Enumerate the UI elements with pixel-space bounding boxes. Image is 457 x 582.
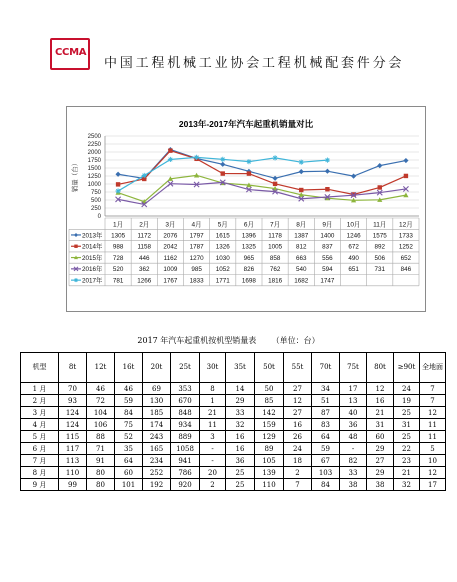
data-value-label: 1747 [320, 277, 335, 285]
data-value-label: 1767 [163, 277, 178, 285]
table-cell: 23 [394, 455, 420, 467]
table-cell: 2 [284, 467, 312, 479]
data-value-label: 837 [322, 243, 333, 251]
table-cell: 3 [200, 431, 226, 443]
table-cell: 19 [394, 395, 420, 407]
column-header: 全地面 [420, 353, 446, 383]
table-cell: 60 [367, 431, 394, 443]
data-value-label: 652 [400, 254, 412, 262]
table-cell: 115 [59, 431, 87, 443]
table-cell: 70 [59, 383, 87, 395]
x-tick-label: 5月 [217, 221, 228, 229]
data-point [74, 245, 77, 248]
table-cell: 34 [312, 383, 340, 395]
table-cell: 18 [284, 455, 312, 467]
table-cell: 67 [312, 455, 340, 467]
table-cell: 159 [255, 419, 284, 431]
table-cell: - [340, 443, 367, 455]
data-value-label: 826 [243, 266, 255, 274]
table-cell: 46 [115, 383, 143, 395]
legend-label: 2016年 [82, 266, 103, 274]
table-row [21, 479, 446, 491]
data-point [168, 148, 172, 152]
column-header: 50t [255, 353, 284, 383]
table-cell: 36 [340, 419, 367, 431]
data-point [325, 157, 330, 162]
sales-line-chart [66, 106, 426, 312]
data-value-label: 1325 [241, 243, 256, 251]
table-cell: 48 [340, 431, 367, 443]
data-value-label: 2042 [163, 243, 178, 251]
column-header: ≥90t [394, 353, 420, 383]
table-cell: 8 [200, 383, 226, 395]
row-month-cell: 8 月 [21, 467, 59, 479]
table-cell: 27 [367, 455, 394, 467]
data-value-label: 731 [374, 266, 386, 274]
table-cell: 13 [340, 395, 367, 407]
table-cell: 11 [420, 431, 446, 443]
table-cell: 16 [367, 395, 394, 407]
data-point [273, 182, 277, 186]
x-tick-label: 7月 [270, 221, 281, 229]
y-tick-label: 1500 [87, 166, 101, 173]
table-cell: 106 [87, 419, 115, 431]
y-tick-label: 750 [90, 190, 101, 197]
data-value-label: 1787 [189, 243, 204, 251]
data-point [221, 171, 225, 175]
table-cell: 101 [115, 479, 143, 491]
table-cell: 11 [200, 419, 226, 431]
table-cell: 243 [143, 431, 171, 443]
table-cell: 80 [87, 479, 115, 491]
table-cell: - [200, 443, 226, 455]
row-month-cell: 3 月 [21, 407, 59, 419]
x-tick-label: 6月 [243, 221, 254, 229]
data-value-label: 988 [112, 243, 124, 251]
table-cell: 33 [226, 407, 255, 419]
table-cell: 192 [143, 479, 171, 491]
table-cell: 52 [115, 431, 143, 443]
table-cell: 12 [420, 467, 446, 479]
data-point [299, 188, 303, 192]
table-cell: 889 [171, 431, 200, 443]
table-row [21, 455, 446, 467]
data-point [74, 278, 78, 282]
data-value-label: 1816 [268, 277, 283, 285]
table-cell: 40 [340, 407, 367, 419]
column-header: 16t [115, 353, 143, 383]
y-axis-label: 销量（台） [72, 159, 79, 193]
data-point [168, 157, 173, 162]
column-header: 机型 [21, 353, 59, 383]
table-row [21, 443, 446, 455]
legend-label: 2014年 [82, 243, 103, 251]
table-cell: 124 [59, 419, 87, 431]
row-month-cell: 5 月 [21, 431, 59, 443]
table-cell: 59 [115, 395, 143, 407]
table-cell: 80 [87, 467, 115, 479]
data-value-label: 520 [112, 266, 124, 274]
table-cell: 110 [255, 479, 284, 491]
table-row [21, 431, 446, 443]
table-cell: 117 [59, 443, 87, 455]
table-cell: 31 [394, 419, 420, 431]
table-cell: 21 [367, 407, 394, 419]
data-point [220, 157, 225, 162]
data-point [194, 155, 199, 160]
data-point [272, 176, 277, 181]
row-month-cell: 1 月 [21, 383, 59, 395]
series-line [118, 182, 406, 204]
table-cell: 64 [115, 455, 143, 467]
table-cell: 848 [171, 407, 200, 419]
table-cell: 24 [284, 443, 312, 455]
table-cell: 75 [115, 419, 143, 431]
table-cell: 142 [255, 407, 284, 419]
table-cell: 5 [420, 443, 446, 455]
data-value-label: 1833 [189, 277, 204, 285]
table-cell: 920 [171, 479, 200, 491]
y-tick-label: 0 [97, 214, 101, 221]
table-header-row [21, 353, 446, 383]
column-header: 25t [171, 353, 200, 383]
table-cell: 16 [226, 443, 255, 455]
data-point [351, 174, 356, 179]
table-cell: 29 [367, 467, 394, 479]
column-header: 70t [312, 353, 340, 383]
table-cell: 21 [200, 407, 226, 419]
table-cell: 33 [340, 467, 367, 479]
data-value-label: 1326 [215, 243, 230, 251]
data-value-label: 965 [243, 254, 255, 262]
table-cell: 7 [284, 479, 312, 491]
table-cell: 130 [143, 395, 171, 407]
data-point [74, 233, 78, 237]
column-header: 35t [226, 353, 255, 383]
y-tick-label: 1750 [87, 158, 101, 165]
table-cell: 72 [87, 395, 115, 407]
table-cell: 82 [340, 455, 367, 467]
column-header: 30t [200, 353, 226, 383]
table-cell: 11 [420, 419, 446, 431]
column-header: 75t [340, 353, 367, 383]
table-cell: 60 [115, 467, 143, 479]
column-header: 8t [59, 353, 87, 383]
table-cell: 17 [340, 383, 367, 395]
chart-title: 2013年-2017年汽车起重机销量对比 [178, 119, 314, 129]
document-header [0, 0, 457, 80]
y-tick-label: 500 [90, 198, 101, 205]
x-tick-label: 1月 [113, 221, 124, 229]
table-cell: 46 [87, 383, 115, 395]
data-value-label: 858 [269, 254, 281, 262]
data-point [403, 158, 408, 163]
table-cell: 25 [394, 407, 420, 419]
table-title-text: 2017 年汽车起重机按机型销量表 [137, 336, 257, 345]
table-cell: 27 [284, 383, 312, 395]
data-value-label: 1797 [189, 232, 204, 240]
x-tick-label: 4月 [191, 221, 202, 229]
data-value-label: 1733 [398, 232, 413, 240]
data-value-label: 1162 [163, 254, 178, 262]
table-cell: 105 [255, 455, 284, 467]
logo-text: CCMA [55, 47, 87, 58]
table-cell: 941 [171, 455, 200, 467]
data-value-label: 1387 [294, 232, 309, 240]
data-value-label: 540 [295, 266, 307, 274]
data-value-label: 1252 [398, 243, 413, 251]
table-cell: 7 [420, 395, 446, 407]
data-point [325, 187, 329, 191]
data-value-label: 672 [348, 243, 359, 251]
table-cell: 38 [340, 479, 367, 491]
row-month-cell: 4 月 [21, 419, 59, 431]
table-cell: 22 [394, 443, 420, 455]
chart-svg [67, 107, 425, 311]
data-value-label: 812 [295, 243, 307, 251]
x-tick-label: 10月 [346, 221, 361, 229]
column-header: 20t [143, 353, 171, 383]
table-cell: 35 [115, 443, 143, 455]
data-value-label: 728 [112, 254, 124, 262]
table-cell: 64 [312, 431, 340, 443]
x-tick-label: 12月 [399, 221, 413, 229]
table-cell: 83 [312, 419, 340, 431]
table-cell: 1 [200, 395, 226, 407]
table-cell: 14 [226, 383, 255, 395]
table-cell: 84 [312, 479, 340, 491]
table-cell: 26 [284, 431, 312, 443]
data-value-label: 781 [112, 277, 124, 285]
data-value-label: 506 [374, 254, 386, 262]
data-point [377, 163, 382, 168]
data-value-label: 1682 [294, 277, 309, 285]
table-unit: （单位：台） [271, 336, 320, 345]
table-cell: 25 [394, 431, 420, 443]
legend-label: 2015年 [82, 254, 103, 262]
table-cell: 1058 [171, 443, 200, 455]
table-cell: 24 [394, 383, 420, 395]
data-value-label: 1178 [268, 232, 282, 240]
table-cell: 59 [312, 443, 340, 455]
y-tick-label: 1000 [87, 182, 101, 189]
x-tick-label: 2月 [139, 221, 150, 229]
table-cell: 29 [226, 395, 255, 407]
table-cell: 124 [59, 407, 87, 419]
data-value-label: 846 [400, 266, 412, 274]
table-cell: 32 [226, 419, 255, 431]
table-cell: 25 [226, 479, 255, 491]
table-cell: 2 [200, 479, 226, 491]
data-value-label: 1158 [137, 243, 152, 251]
table-cell: 353 [171, 383, 200, 395]
data-value-label: 446 [138, 254, 150, 262]
table-cell: 17 [420, 479, 446, 491]
y-tick-label: 250 [90, 206, 101, 213]
table-cell: 91 [87, 455, 115, 467]
x-tick-label: 8月 [296, 221, 307, 229]
data-value-label: 490 [348, 254, 359, 262]
row-month-cell: 6 月 [21, 443, 59, 455]
data-value-label: 1172 [137, 232, 152, 240]
data-value-label: 1270 [189, 254, 204, 262]
x-tick-label: 9月 [322, 221, 333, 229]
table-cell: 104 [87, 407, 115, 419]
data-value-label: 1396 [241, 232, 256, 240]
table-cell: 38 [367, 479, 394, 491]
data-point [325, 169, 330, 174]
table-cell: 88 [87, 431, 115, 443]
table-cell: 84 [115, 407, 143, 419]
table-cell: 165 [143, 443, 171, 455]
table-cell: 252 [143, 467, 171, 479]
row-month-cell: 2 月 [21, 395, 59, 407]
x-tick-label: 3月 [165, 221, 176, 229]
ccma-logo [50, 38, 90, 70]
column-header: 55t [284, 353, 312, 383]
table-cell: 20 [200, 467, 226, 479]
data-value-label: 1305 [111, 232, 126, 240]
y-tick-label: 2000 [87, 150, 101, 157]
table-cell: 21 [394, 467, 420, 479]
model-sales-table [20, 352, 446, 491]
data-point [404, 174, 408, 178]
x-tick-label: 11月 [373, 221, 387, 229]
table-cell: 36 [226, 455, 255, 467]
data-value-label: 651 [348, 266, 359, 274]
y-tick-label: 2250 [87, 142, 101, 149]
table-cell: 31 [367, 419, 394, 431]
data-value-label: 2076 [163, 232, 178, 240]
legend-label: 2017年 [82, 277, 103, 285]
table-cell: 10 [420, 455, 446, 467]
table-cell: 27 [284, 407, 312, 419]
data-value-label: 985 [191, 266, 202, 274]
data-point [299, 160, 304, 165]
data-value-label: 1575 [372, 232, 387, 240]
table-cell: 934 [171, 419, 200, 431]
table-cell: 51 [312, 395, 340, 407]
data-point [299, 169, 304, 174]
table-row [21, 395, 446, 407]
table-cell: 670 [171, 395, 200, 407]
table-cell: 185 [143, 407, 171, 419]
table-cell: 69 [143, 383, 171, 395]
table-cell: 129 [255, 431, 284, 443]
table-cell: 113 [59, 455, 87, 467]
table-cell: 174 [143, 419, 171, 431]
data-value-label: 892 [374, 243, 386, 251]
data-value-label: 1246 [346, 232, 361, 240]
row-month-cell: 9 月 [21, 479, 59, 491]
data-value-label: 663 [295, 254, 307, 262]
table-cell: 25 [226, 467, 255, 479]
table-cell: 16 [226, 431, 255, 443]
data-point [220, 162, 225, 167]
data-value-label: 1400 [320, 232, 335, 240]
table-cell: 85 [255, 395, 284, 407]
data-value-label: 762 [269, 266, 281, 274]
table-title [20, 335, 437, 346]
y-tick-label: 2500 [87, 134, 101, 141]
table-row [21, 419, 446, 431]
data-value-label: 1266 [137, 277, 152, 285]
table-cell: 29 [367, 443, 394, 455]
data-value-label: 1005 [268, 243, 283, 251]
data-point [247, 171, 251, 175]
table-cell: 7 [420, 383, 446, 395]
row-month-cell: 7 月 [21, 455, 59, 467]
table-cell: - [200, 455, 226, 467]
data-value-label: 1052 [215, 266, 230, 274]
data-point [116, 182, 120, 186]
legend-label: 2013年 [82, 232, 103, 240]
data-value-label: 594 [322, 266, 333, 274]
table-cell: 89 [255, 443, 284, 455]
table-row [21, 467, 446, 479]
table-cell: 110 [59, 467, 87, 479]
data-value-label: 1698 [241, 277, 256, 285]
y-tick-label: 1250 [87, 174, 101, 181]
data-value-label: 556 [322, 254, 333, 262]
table-cell: 50 [255, 383, 284, 395]
table-row [21, 407, 446, 419]
table-cell: 12 [420, 407, 446, 419]
table-cell: 139 [255, 467, 284, 479]
table-cell: 234 [143, 455, 171, 467]
table-cell: 99 [59, 479, 87, 491]
table-cell: 71 [87, 443, 115, 455]
table-row [21, 383, 446, 395]
table-cell: 12 [284, 395, 312, 407]
table-cell: 786 [171, 467, 200, 479]
table-cell: 87 [312, 407, 340, 419]
table-cell: 32 [394, 479, 420, 491]
data-point [378, 185, 382, 189]
organization-name: 中国工程机械工业协会工程机械配套件分会 [104, 56, 405, 71]
table-cell: 103 [312, 467, 340, 479]
table-cell: 93 [59, 395, 87, 407]
series-line [118, 150, 406, 179]
table-cell: 12 [367, 383, 394, 395]
table-cell: 16 [284, 419, 312, 431]
data-value-label: 1009 [163, 266, 178, 274]
data-value-label: 1615 [215, 232, 230, 240]
data-value-label: 1771 [215, 277, 230, 285]
data-value-label: 1030 [215, 254, 230, 262]
data-value-label: 362 [138, 266, 150, 274]
column-header: 12t [87, 353, 115, 383]
column-header: 80t [367, 353, 394, 383]
